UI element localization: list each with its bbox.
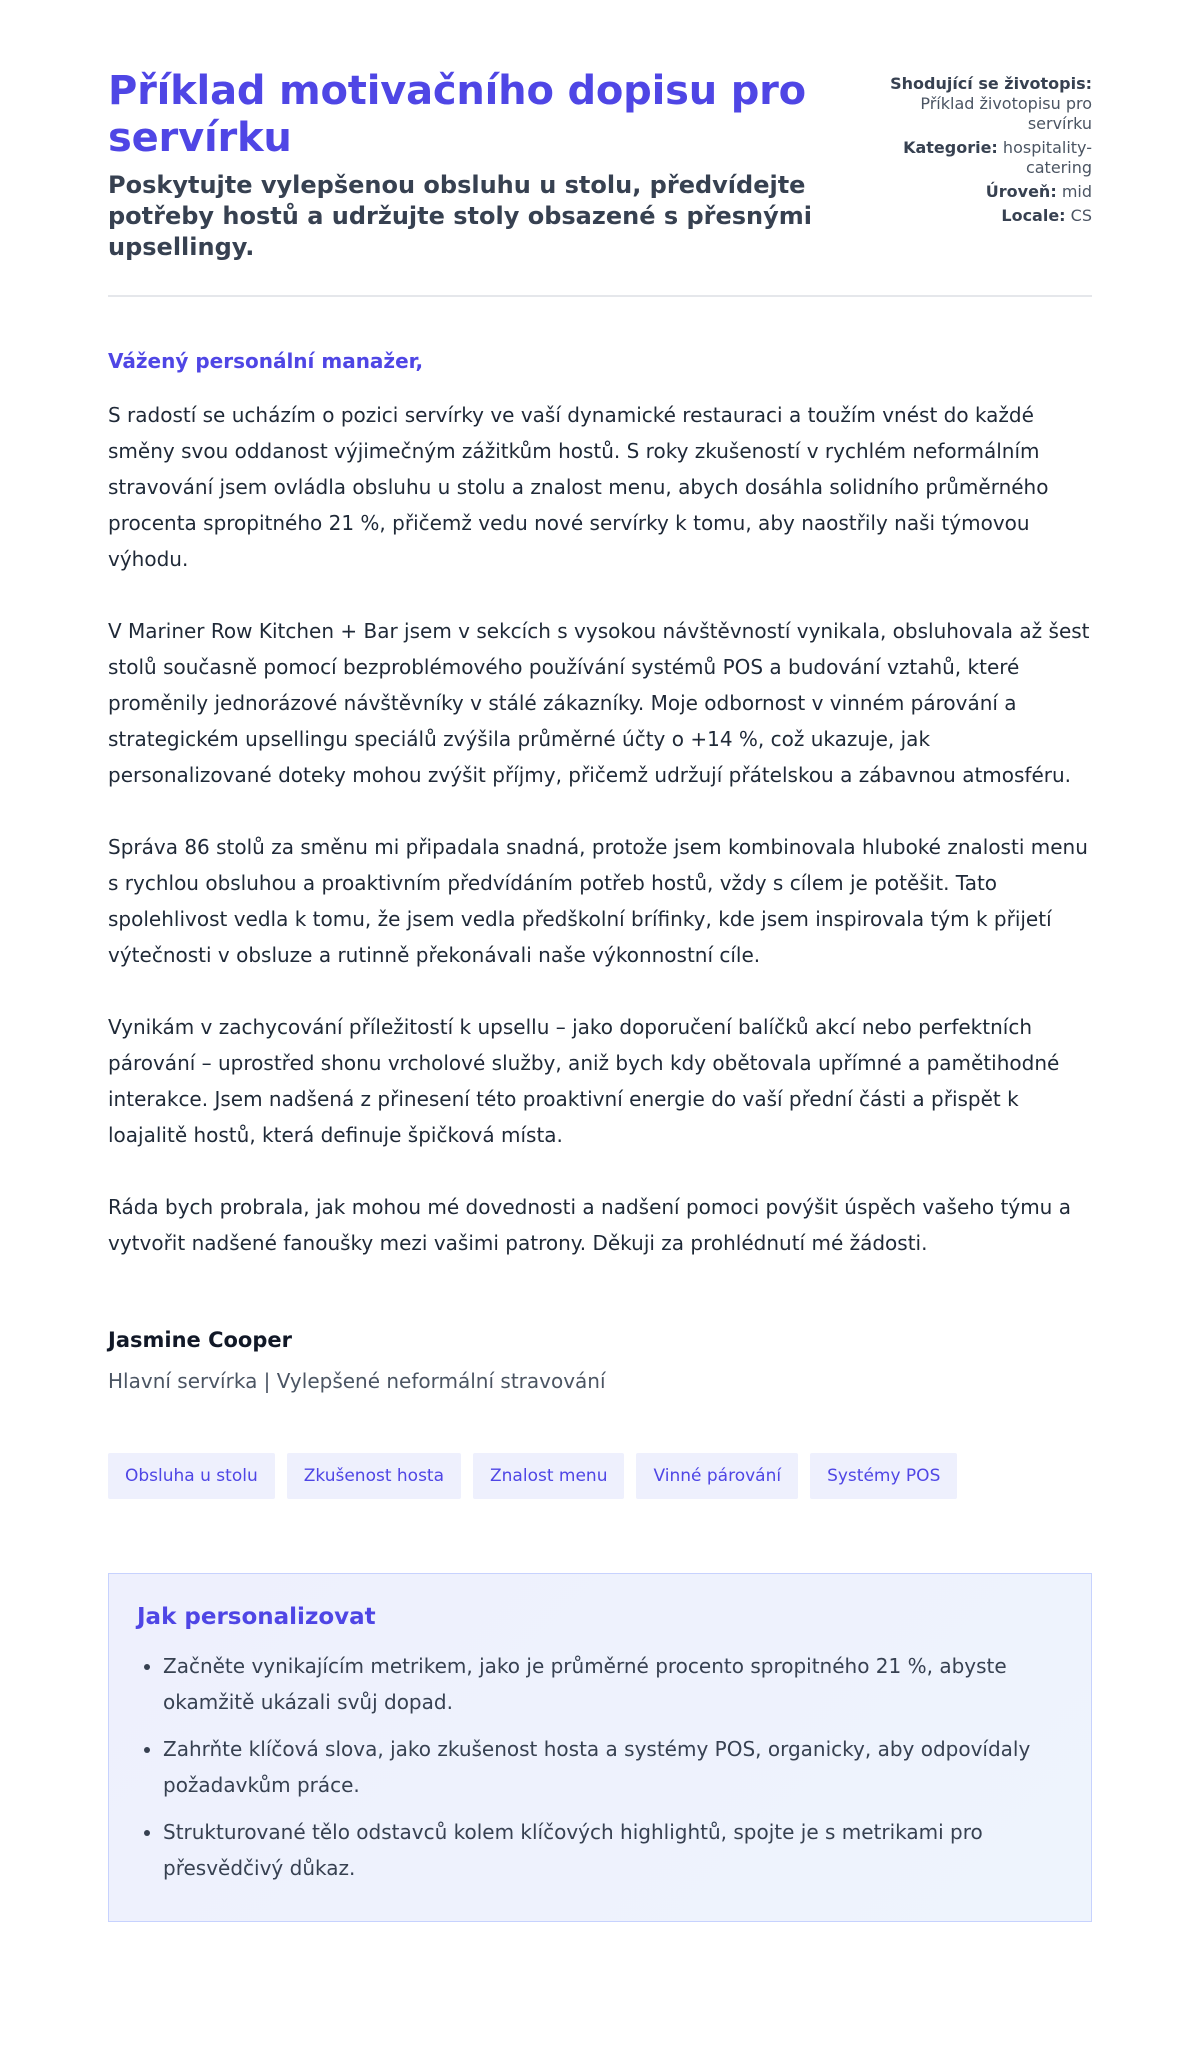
meta-resume-value: Příklad životopisu pro servírku <box>920 94 1092 133</box>
letter-paragraph-1: S radostí se ucházím o pozici servírky ve vaší dynamické restauraci a toužím vnést do každé směny svou oddanost výjimečným zážitkům hostů. S roky zkušeností v rychlém neformálním stravování jsem ovládla obsluhu u stolu a znalost menu, abych dosáhla solidního průměrného procenta spropitného 21 %, přičemž vedu nové servírky k tomu, aby naostřily naši týmovou výhodu. <box>108 403 1049 571</box>
page-title: Příklad motivačního dopisu pro servírku <box>108 68 806 161</box>
letter-greeting: Vážený personální manažer, <box>108 349 424 373</box>
meta-level-label: Úroveň: <box>985 182 1057 201</box>
skill-tag: Systémy POS <box>810 1453 957 1499</box>
tip-item: • Zahrňte klíčová slova, jako zkušenost hosta a systémy POS, organicky, aby odpovídaly požadavkům práce. <box>163 1731 1063 1803</box>
tip-item: • Začněte vynikajícím metrikem, jako je průměrné procento spropitného 21 %, abyste okamžitě ukázali svůj dopad. <box>163 1648 1063 1720</box>
meta-locale-label: Locale: <box>1001 206 1066 225</box>
header-title-block <box>108 68 876 263</box>
signature-block <box>108 1325 1092 1395</box>
skill-tag: Zkušenost hosta <box>287 1453 461 1499</box>
signature-title: Hlavní servírka | Vylepšené neformální stravování <box>108 1369 606 1393</box>
meta-category-value: hospitality-catering <box>1002 138 1092 177</box>
skill-tag: Obsluha u stolu <box>108 1453 275 1499</box>
letter-paragraph-4: Vynikám v zachycování příležitostí k upsellu – jako doporučení balíčků akcí nebo perfektních párování – uprostřed shonu vrcholové služby, aniž bych kdy obětovala upřímné a pamětihodné interakce. Jsem nadšená z přinesení této proaktivní energie do vaší přední části a přispět k loajalitě hostů, která definuje špičková místa. <box>108 1015 1060 1147</box>
meta-level <box>876 182 1092 202</box>
meta-resume <box>876 74 1092 134</box>
personalization-tips <box>108 1573 1092 1922</box>
letter-paragraph-3: Správa 86 stolů za směnu mi připadala snadná, protože jsem kombinovala hluboké znalosti menu s rychlou obsluhou a proaktivním předvídáním potřeb hostů, vždy s cílem je potěšit. Tato spolehlivost vedla k tomu, že jsem vedla předškolní brífinky, kde jsem inspirovala tým k přijetí výtečnosti v obsluze a rutinně překonávali naše výkonnostní cíle. <box>108 835 1088 967</box>
meta-panel <box>876 68 1092 230</box>
skill-tag: Znalost menu <box>473 1453 624 1499</box>
meta-resume-label: Shodující se životopis: <box>890 74 1092 93</box>
signature-name: Jasmine Cooper <box>108 1328 292 1352</box>
letter-paragraph-5: Ráda bych probrala, jak mohou mé dovednosti a nadšení pomoci povýšit úspěch vašeho týmu a vytvořit nadšené fanoušky mezi vašimi patrony. Děkuji za prohlédnutí mé žádosti. <box>108 1195 1071 1255</box>
meta-category <box>876 138 1092 178</box>
page-header <box>108 60 1092 297</box>
tip-item: • Strukturované tělo odstavců kolem klíčových highlightů, spojte je s metrikami pro přesvědčivý důkaz. <box>163 1814 1063 1886</box>
meta-level-value: mid <box>1061 182 1092 201</box>
meta-locale-value: CS <box>1070 206 1092 225</box>
page-subtitle: Poskytujte vylepšenou obsluhu u stolu, předvídejte potřeby hostů a udržujte stoly obsazené s přesnými upsellingy. <box>108 171 813 261</box>
tips-list <box>137 1648 1063 1886</box>
skill-tags <box>108 1453 1092 1499</box>
meta-locale <box>876 206 1092 226</box>
letter-paragraph-2: V Mariner Row Kitchen + Bar jsem v sekcích s vysokou návštěvností vynikala, obsluhovala až šest stolů současně pomocí bezproblémového používání systémů POS a budování vztahů, které proměnily jednorázové návštěvníky v stálé zákazníky. Moje odbornost v vinném párování a strategickém upsellingu speciálů zvýšila průměrné účty o +14 %, což ukazuje, jak personalizované doteky mohou zvýšit příjmy, přičemž udržují přátelskou a zábavnou atmosféru. <box>108 619 1090 787</box>
meta-category-label: Kategorie: <box>903 138 998 157</box>
skill-tag: Vinné párování <box>636 1453 798 1499</box>
letter-body <box>108 347 1092 1261</box>
tips-title: Jak personalizovat <box>137 1604 376 1630</box>
